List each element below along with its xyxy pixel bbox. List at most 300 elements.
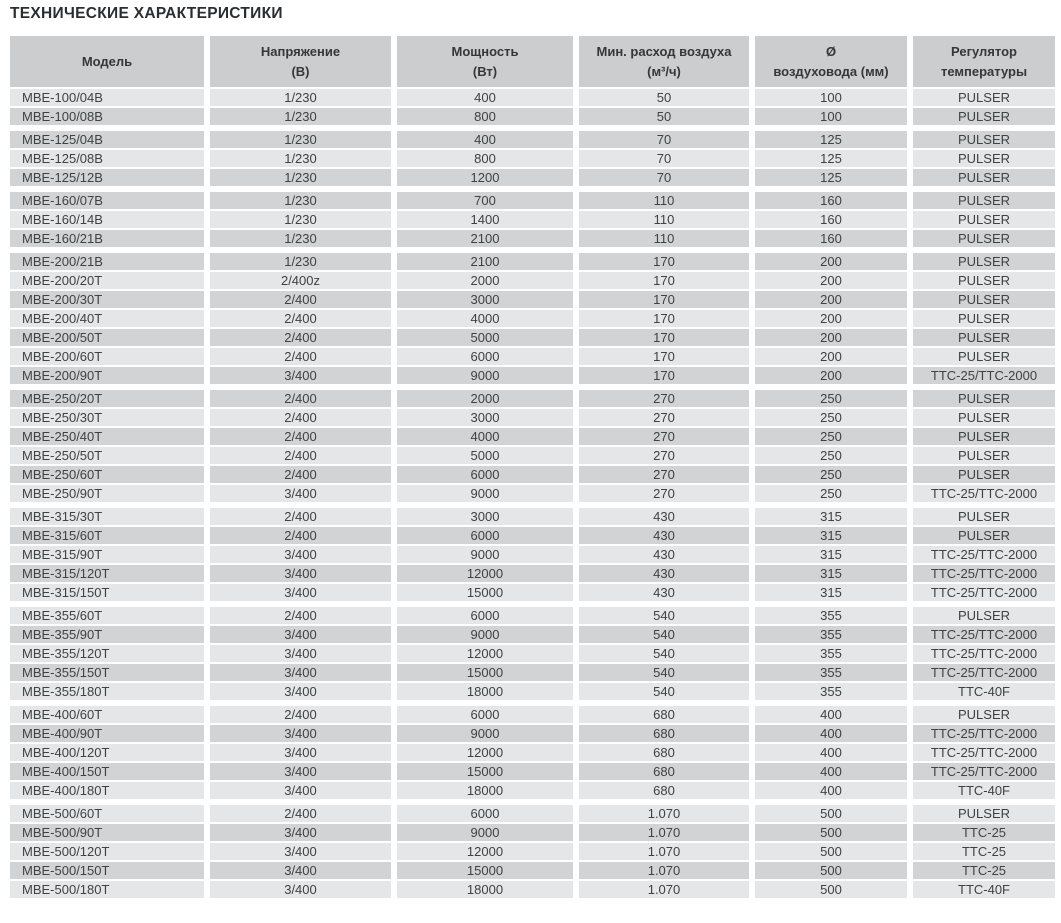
model-group-MBE-355 <box>10 607 1055 700</box>
cell-voltage: 1/230 <box>210 230 391 247</box>
cell-regulator: PULSER <box>913 348 1055 365</box>
cell-regulator: TTC-25/TTC-2000 <box>913 763 1055 780</box>
table-header-row <box>10 36 1055 87</box>
cell-power: 4000 <box>397 310 573 327</box>
cell-power: 2000 <box>397 390 573 407</box>
cell-power: 6000 <box>397 348 573 365</box>
cell-power: 400 <box>397 89 573 106</box>
column-header-power <box>397 36 573 87</box>
cell-regulator: PULSER <box>913 805 1055 822</box>
cell-airflow: 680 <box>579 725 749 742</box>
cell-airflow: 1.070 <box>579 881 749 898</box>
cell-regulator: PULSER <box>913 89 1055 106</box>
table-row <box>10 706 1055 723</box>
cell-power: 5000 <box>397 329 573 346</box>
table-row <box>10 272 1055 289</box>
cell-regulator: PULSER <box>913 310 1055 327</box>
cell-model: MBE-200/50T <box>10 329 204 346</box>
cell-voltage: 3/400 <box>210 782 391 799</box>
table-row <box>10 862 1055 879</box>
cell-diameter: 500 <box>755 824 907 841</box>
cell-regulator: TTC-25/TTC-2000 <box>913 645 1055 662</box>
table-row <box>10 805 1055 822</box>
cell-airflow: 1.070 <box>579 824 749 841</box>
cell-diameter: 100 <box>755 89 907 106</box>
cell-airflow: 110 <box>579 192 749 209</box>
column-header-temperature-regulator <box>913 36 1055 87</box>
table-row <box>10 607 1055 624</box>
cell-model: MBE-200/21B <box>10 253 204 270</box>
cell-airflow: 540 <box>579 626 749 643</box>
cell-airflow: 170 <box>579 291 749 308</box>
cell-voltage: 3/400 <box>210 626 391 643</box>
model-group-MBE-100 <box>10 89 1055 125</box>
cell-model: MBE-250/60T <box>10 466 204 483</box>
cell-regulator: PULSER <box>913 192 1055 209</box>
cell-diameter: 250 <box>755 466 907 483</box>
cell-model: MBE-400/90T <box>10 725 204 742</box>
model-group-MBE-400 <box>10 706 1055 799</box>
cell-model: MBE-200/40T <box>10 310 204 327</box>
cell-power: 3000 <box>397 291 573 308</box>
cell-voltage: 3/400 <box>210 744 391 761</box>
cell-power: 400 <box>397 131 573 148</box>
cell-diameter: 200 <box>755 291 907 308</box>
table-row <box>10 782 1055 799</box>
cell-airflow: 430 <box>579 546 749 563</box>
cell-diameter: 400 <box>755 706 907 723</box>
cell-diameter: 200 <box>755 348 907 365</box>
cell-voltage: 1/230 <box>210 253 391 270</box>
cell-model: MBE-250/90T <box>10 485 204 502</box>
cell-diameter: 355 <box>755 607 907 624</box>
cell-regulator: PULSER <box>913 508 1055 525</box>
cell-model: MBE-125/04B <box>10 131 204 148</box>
cell-power: 800 <box>397 150 573 167</box>
table-row <box>10 367 1055 384</box>
cell-airflow: 680 <box>579 744 749 761</box>
cell-model: MBE-355/180T <box>10 683 204 700</box>
cell-airflow: 270 <box>579 466 749 483</box>
cell-airflow: 170 <box>579 329 749 346</box>
cell-regulator: TTC-25 <box>913 862 1055 879</box>
cell-diameter: 355 <box>755 626 907 643</box>
cell-voltage: 2/400 <box>210 508 391 525</box>
cell-regulator: PULSER <box>913 211 1055 228</box>
cell-model: MBE-250/40T <box>10 428 204 445</box>
table-row <box>10 584 1055 601</box>
table-row <box>10 428 1055 445</box>
cell-model: MBE-315/60T <box>10 527 204 544</box>
cell-voltage: 2/400z <box>210 272 391 289</box>
cell-regulator: TTC-40F <box>913 782 1055 799</box>
table-row <box>10 824 1055 841</box>
cell-power: 9000 <box>397 546 573 563</box>
cell-airflow: 170 <box>579 348 749 365</box>
column-header-airflow <box>579 36 749 87</box>
cell-airflow: 70 <box>579 131 749 148</box>
column-header-duct-diameter <box>755 36 907 87</box>
cell-regulator: PULSER <box>913 409 1055 426</box>
cell-model: MBE-160/07B <box>10 192 204 209</box>
cell-airflow: 430 <box>579 527 749 544</box>
cell-regulator: PULSER <box>913 291 1055 308</box>
cell-model: MBE-500/90T <box>10 824 204 841</box>
cell-power: 12000 <box>397 565 573 582</box>
cell-airflow: 430 <box>579 565 749 582</box>
cell-airflow: 680 <box>579 763 749 780</box>
cell-model: MBE-400/120T <box>10 744 204 761</box>
cell-power: 3000 <box>397 409 573 426</box>
cell-power: 9000 <box>397 824 573 841</box>
table-row <box>10 744 1055 761</box>
cell-regulator: PULSER <box>913 329 1055 346</box>
cell-power: 2100 <box>397 230 573 247</box>
table-row <box>10 310 1055 327</box>
cell-regulator: PULSER <box>913 390 1055 407</box>
cell-model: MBE-160/14B <box>10 211 204 228</box>
cell-airflow: 430 <box>579 584 749 601</box>
cell-diameter: 250 <box>755 390 907 407</box>
cell-power: 3000 <box>397 508 573 525</box>
cell-voltage: 3/400 <box>210 485 391 502</box>
cell-voltage: 2/400 <box>210 310 391 327</box>
table-row <box>10 565 1055 582</box>
cell-regulator: PULSER <box>913 272 1055 289</box>
cell-airflow: 680 <box>579 782 749 799</box>
column-header-voltage <box>210 36 391 87</box>
cell-model: MBE-355/120T <box>10 645 204 662</box>
cell-model: MBE-400/60T <box>10 706 204 723</box>
column-header-line1: Мин. расход воздуха <box>596 43 732 59</box>
cell-regulator: PULSER <box>913 607 1055 624</box>
cell-diameter: 500 <box>755 843 907 860</box>
cell-voltage: 1/230 <box>210 169 391 186</box>
cell-model: MBE-250/20T <box>10 390 204 407</box>
cell-regulator: TTC-40F <box>913 683 1055 700</box>
column-header-line1: Напряжение <box>260 43 341 59</box>
cell-diameter: 400 <box>755 744 907 761</box>
cell-airflow: 170 <box>579 367 749 384</box>
cell-power: 18000 <box>397 683 573 700</box>
cell-voltage: 2/400 <box>210 390 391 407</box>
cell-power: 12000 <box>397 645 573 662</box>
cell-power: 15000 <box>397 862 573 879</box>
cell-regulator: TTC-25/TTC-2000 <box>913 485 1055 502</box>
cell-power: 9000 <box>397 485 573 502</box>
cell-airflow: 540 <box>579 645 749 662</box>
cell-power: 9000 <box>397 725 573 742</box>
cell-diameter: 355 <box>755 664 907 681</box>
cell-power: 6000 <box>397 466 573 483</box>
cell-diameter: 125 <box>755 150 907 167</box>
table-row <box>10 466 1055 483</box>
table-row <box>10 390 1055 407</box>
cell-airflow: 270 <box>579 428 749 445</box>
column-header-line1: Мощность <box>451 43 519 59</box>
table-row <box>10 763 1055 780</box>
cell-regulator: PULSER <box>913 253 1055 270</box>
cell-voltage: 1/230 <box>210 211 391 228</box>
cell-airflow: 170 <box>579 253 749 270</box>
cell-airflow: 540 <box>579 664 749 681</box>
cell-power: 1400 <box>397 211 573 228</box>
cell-power: 15000 <box>397 664 573 681</box>
cell-voltage: 1/230 <box>210 150 391 167</box>
column-header-line2: воздуховода (мм) <box>773 63 889 79</box>
cell-voltage: 3/400 <box>210 664 391 681</box>
table-row <box>10 626 1055 643</box>
cell-voltage: 3/400 <box>210 881 391 898</box>
table-row <box>10 211 1055 228</box>
cell-airflow: 70 <box>579 169 749 186</box>
cell-regulator: TTC-25/TTC-2000 <box>913 744 1055 761</box>
cell-airflow: 1.070 <box>579 805 749 822</box>
column-header-line2: (В) <box>291 63 310 79</box>
cell-airflow: 1.070 <box>579 862 749 879</box>
cell-diameter: 160 <box>755 192 907 209</box>
table-row <box>10 664 1055 681</box>
table-row <box>10 527 1055 544</box>
cell-model: MBE-355/90T <box>10 626 204 643</box>
cell-power: 12000 <box>397 843 573 860</box>
table-row <box>10 89 1055 106</box>
cell-airflow: 110 <box>579 211 749 228</box>
cell-power: 6000 <box>397 527 573 544</box>
cell-diameter: 200 <box>755 310 907 327</box>
cell-regulator: TTC-25/TTC-2000 <box>913 626 1055 643</box>
cell-model: MBE-200/20T <box>10 272 204 289</box>
table-row <box>10 881 1055 898</box>
column-header-line1: Модель <box>81 53 133 69</box>
cell-voltage: 3/400 <box>210 843 391 860</box>
cell-diameter: 315 <box>755 546 907 563</box>
table-row <box>10 683 1055 700</box>
cell-power: 12000 <box>397 744 573 761</box>
model-group-MBE-200 <box>10 253 1055 384</box>
cell-airflow: 50 <box>579 89 749 106</box>
cell-power: 18000 <box>397 782 573 799</box>
cell-regulator: PULSER <box>913 428 1055 445</box>
cell-voltage: 2/400 <box>210 428 391 445</box>
cell-voltage: 1/230 <box>210 192 391 209</box>
cell-airflow: 680 <box>579 706 749 723</box>
cell-diameter: 315 <box>755 565 907 582</box>
cell-model: MBE-250/50T <box>10 447 204 464</box>
cell-voltage: 1/230 <box>210 108 391 125</box>
cell-airflow: 170 <box>579 272 749 289</box>
cell-model: MBE-315/150T <box>10 584 204 601</box>
cell-model: MBE-315/30T <box>10 508 204 525</box>
table-row <box>10 348 1055 365</box>
cell-voltage: 3/400 <box>210 862 391 879</box>
cell-diameter: 315 <box>755 508 907 525</box>
cell-voltage: 3/400 <box>210 584 391 601</box>
cell-model: MBE-160/21B <box>10 230 204 247</box>
cell-diameter: 400 <box>755 782 907 799</box>
table-row <box>10 409 1055 426</box>
cell-voltage: 2/400 <box>210 348 391 365</box>
cell-diameter: 125 <box>755 131 907 148</box>
table-row <box>10 230 1055 247</box>
cell-diameter: 125 <box>755 169 907 186</box>
cell-airflow: 430 <box>579 508 749 525</box>
cell-diameter: 160 <box>755 230 907 247</box>
cell-voltage: 3/400 <box>210 824 391 841</box>
cell-voltage: 3/400 <box>210 546 391 563</box>
cell-power: 15000 <box>397 763 573 780</box>
cell-voltage: 1/230 <box>210 131 391 148</box>
model-group-MBE-125 <box>10 131 1055 186</box>
cell-voltage: 2/400 <box>210 527 391 544</box>
cell-voltage: 2/400 <box>210 805 391 822</box>
cell-voltage: 2/400 <box>210 329 391 346</box>
cell-regulator: PULSER <box>913 131 1055 148</box>
cell-voltage: 3/400 <box>210 367 391 384</box>
cell-diameter: 250 <box>755 428 907 445</box>
cell-airflow: 270 <box>579 409 749 426</box>
table-row <box>10 108 1055 125</box>
column-header-model <box>10 36 204 87</box>
cell-regulator: PULSER <box>913 466 1055 483</box>
cell-airflow: 270 <box>579 390 749 407</box>
cell-regulator: TTC-25/TTC-2000 <box>913 664 1055 681</box>
cell-voltage: 3/400 <box>210 725 391 742</box>
table-row <box>10 645 1055 662</box>
cell-voltage: 1/230 <box>210 89 391 106</box>
cell-power: 4000 <box>397 428 573 445</box>
column-header-line2: температуры <box>940 63 1028 79</box>
cell-diameter: 500 <box>755 862 907 879</box>
cell-airflow: 270 <box>579 447 749 464</box>
cell-power: 6000 <box>397 607 573 624</box>
cell-model: MBE-200/60T <box>10 348 204 365</box>
page-title: ТЕХНИЧЕСКИЕ ХАРАКТЕРИСТИКИ <box>10 5 283 22</box>
cell-model: MBE-355/60T <box>10 607 204 624</box>
cell-diameter: 355 <box>755 683 907 700</box>
cell-model: MBE-250/30T <box>10 409 204 426</box>
cell-voltage: 2/400 <box>210 409 391 426</box>
cell-model: MBE-100/04B <box>10 89 204 106</box>
cell-regulator: TTC-40F <box>913 881 1055 898</box>
model-group-MBE-250 <box>10 390 1055 502</box>
cell-regulator: PULSER <box>913 706 1055 723</box>
model-group-MBE-160 <box>10 192 1055 247</box>
cell-model: MBE-400/150T <box>10 763 204 780</box>
cell-diameter: 160 <box>755 211 907 228</box>
cell-airflow: 540 <box>579 607 749 624</box>
cell-model: MBE-100/08B <box>10 108 204 125</box>
cell-power: 1200 <box>397 169 573 186</box>
table-row <box>10 291 1055 308</box>
diameter-symbol: Ø <box>825 43 837 59</box>
cell-regulator: PULSER <box>913 108 1055 125</box>
cell-power: 9000 <box>397 626 573 643</box>
cell-airflow: 50 <box>579 108 749 125</box>
cell-diameter: 200 <box>755 253 907 270</box>
table-row <box>10 725 1055 742</box>
cell-diameter: 500 <box>755 805 907 822</box>
table-body <box>10 89 1055 898</box>
cell-voltage: 3/400 <box>210 565 391 582</box>
cell-model: MBE-125/12B <box>10 169 204 186</box>
model-group-MBE-315 <box>10 508 1055 601</box>
cell-regulator: TTC-25/TTC-2000 <box>913 546 1055 563</box>
cell-regulator: PULSER <box>913 447 1055 464</box>
cell-diameter: 250 <box>755 409 907 426</box>
cell-diameter: 315 <box>755 584 907 601</box>
table-row <box>10 169 1055 186</box>
cell-power: 15000 <box>397 584 573 601</box>
cell-model: MBE-500/180T <box>10 881 204 898</box>
cell-voltage: 3/400 <box>210 683 391 700</box>
cell-voltage: 2/400 <box>210 291 391 308</box>
cell-power: 2100 <box>397 253 573 270</box>
cell-voltage: 2/400 <box>210 706 391 723</box>
table-row <box>10 447 1055 464</box>
cell-regulator: PULSER <box>913 230 1055 247</box>
cell-power: 800 <box>397 108 573 125</box>
cell-voltage: 3/400 <box>210 645 391 662</box>
table-row <box>10 150 1055 167</box>
cell-power: 6000 <box>397 706 573 723</box>
cell-diameter: 400 <box>755 725 907 742</box>
cell-voltage: 2/400 <box>210 447 391 464</box>
cell-airflow: 70 <box>579 150 749 167</box>
cell-airflow: 110 <box>579 230 749 247</box>
cell-power: 700 <box>397 192 573 209</box>
cell-model: MBE-315/120T <box>10 565 204 582</box>
cell-diameter: 355 <box>755 645 907 662</box>
cell-model: MBE-200/30T <box>10 291 204 308</box>
cell-power: 2000 <box>397 272 573 289</box>
cell-diameter: 100 <box>755 108 907 125</box>
table-row <box>10 546 1055 563</box>
model-group-MBE-500 <box>10 805 1055 898</box>
cell-regulator: TTC-25/TTC-2000 <box>913 584 1055 601</box>
column-header-line2: (Вт) <box>472 63 498 79</box>
cell-diameter: 200 <box>755 329 907 346</box>
cell-airflow: 170 <box>579 310 749 327</box>
cell-diameter: 500 <box>755 881 907 898</box>
cell-regulator: TTC-25/TTC-2000 <box>913 725 1055 742</box>
cell-diameter: 200 <box>755 367 907 384</box>
cell-model: MBE-500/120T <box>10 843 204 860</box>
cell-model: MBE-500/150T <box>10 862 204 879</box>
cell-voltage: 2/400 <box>210 607 391 624</box>
table-row <box>10 131 1055 148</box>
cell-model: MBE-400/180T <box>10 782 204 799</box>
cell-regulator: TTC-25 <box>913 843 1055 860</box>
table-row <box>10 192 1055 209</box>
table-row <box>10 485 1055 502</box>
cell-diameter: 315 <box>755 527 907 544</box>
cell-model: MBE-355/150T <box>10 664 204 681</box>
cell-regulator: PULSER <box>913 150 1055 167</box>
cell-airflow: 1.070 <box>579 843 749 860</box>
cell-regulator: TTC-25/TTC-2000 <box>913 367 1055 384</box>
cell-diameter: 200 <box>755 272 907 289</box>
cell-model: MBE-500/60T <box>10 805 204 822</box>
cell-regulator: TTC-25/TTC-2000 <box>913 565 1055 582</box>
cell-power: 18000 <box>397 881 573 898</box>
column-header-line1: Регулятор <box>951 43 1017 59</box>
cell-regulator: PULSER <box>913 169 1055 186</box>
cell-airflow: 270 <box>579 485 749 502</box>
cell-diameter: 250 <box>755 447 907 464</box>
column-header-line2: (м³/ч) <box>647 63 681 79</box>
cell-voltage: 2/400 <box>210 466 391 483</box>
